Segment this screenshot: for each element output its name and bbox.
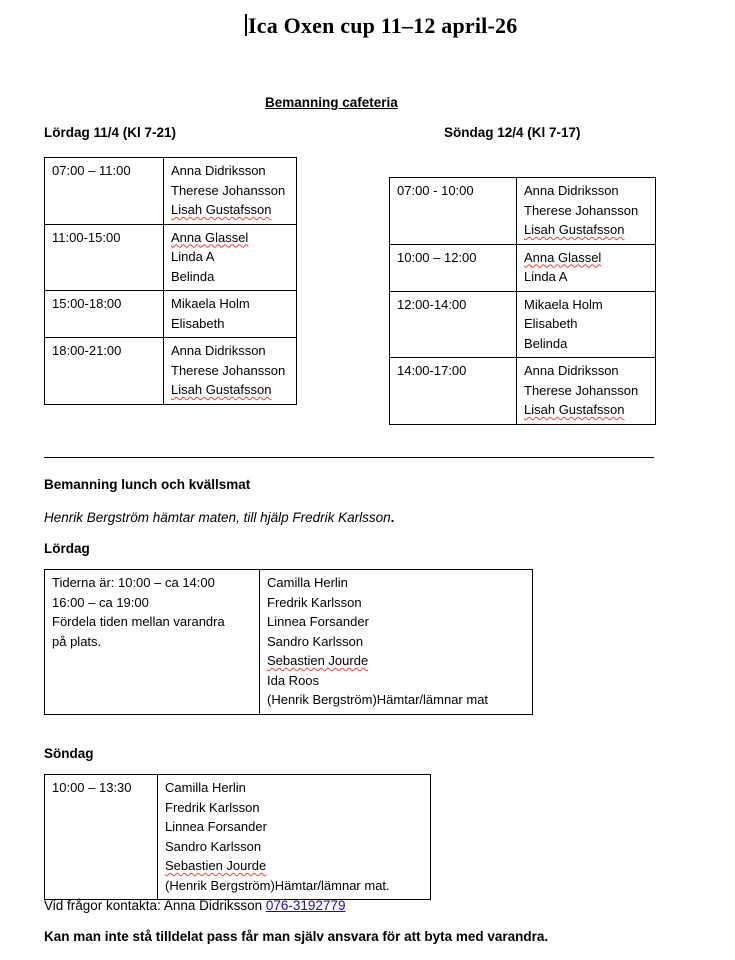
subheading-sunday-lunch: Söndag (44, 746, 94, 761)
closing-note: Kan man inte stå tilldelat pass får man själv ansvara för att byta med varandra. (44, 929, 549, 944)
table-lunch-sunday (44, 774, 431, 900)
table-row (390, 291, 656, 358)
name-line: Ida Roos (267, 672, 320, 688)
cell-names (164, 158, 297, 225)
cell-times (45, 570, 260, 715)
name-line: Linnea Forsander (165, 819, 267, 834)
table-body (45, 570, 533, 715)
cell-names (517, 291, 656, 358)
name-line: Elisabeth (171, 315, 225, 331)
name-line: Anna Didriksson (524, 363, 619, 378)
text-cursor (245, 14, 247, 36)
contact-label: Vid frågor kontakta: Anna Didriksson (44, 898, 266, 913)
cell-time: 18:00-21:00 (45, 338, 164, 405)
lunch-note (44, 510, 394, 525)
cell-time: 15:00-18:00 (45, 291, 164, 338)
name-line: Therese Johansson (171, 362, 286, 378)
name-line: Fredrik Karlsson (165, 799, 260, 815)
name-line: Therese Johansson (171, 182, 286, 198)
cell-time: 12:00-14:00 (390, 291, 517, 358)
time-line: 16:00 – ca 19:00 (52, 594, 149, 610)
table-row (45, 775, 431, 900)
name-line: Anna Didriksson (171, 163, 266, 178)
time-line: på plats. (52, 633, 102, 649)
name-line: Anna Glassel (171, 229, 249, 245)
name-line: Sebastien Jourde (267, 653, 369, 668)
cell-names (260, 570, 533, 715)
table-row (390, 178, 656, 245)
name-line: Anna Didriksson (524, 183, 619, 198)
cell-time: 10:00 – 12:00 (390, 244, 517, 291)
cell-names (517, 358, 656, 425)
cell-names (517, 178, 656, 245)
name-line: (Henrik Bergström)Hämtar/lämnar mat. (165, 877, 390, 893)
name-line: Sandro Karlsson (165, 838, 262, 854)
subheading-saturday-lunch: Lördag (44, 541, 90, 556)
name-line: Sandro Karlsson (267, 633, 364, 649)
lunch-note-period: . (390, 510, 395, 525)
cell-time: 07:00 – 11:00 (45, 158, 164, 225)
subheading-sunday-cafeteria: Söndag 12/4 (Kl 7-17) (444, 125, 581, 140)
cell-names (164, 338, 297, 405)
table-row (45, 291, 297, 338)
name-line: Elisabeth (524, 316, 578, 331)
table-row (390, 244, 656, 291)
table-row (45, 570, 533, 715)
name-line: Linda A (171, 249, 215, 264)
table-body (390, 178, 656, 425)
name-line: Mikaela Holm (524, 296, 603, 312)
subheading-saturday-cafeteria: Lördag 11/4 (Kl 7-21) (44, 125, 177, 140)
name-line: Lisah Gustafsson (171, 382, 272, 397)
lunch-note-text: Henrik Bergström hämtar maten, till hjälp Fredrik Karlsson (44, 510, 391, 525)
cell-names (164, 224, 297, 291)
contact-line (44, 898, 345, 913)
table-row (45, 224, 297, 291)
table-cafeteria-saturday (44, 157, 297, 405)
name-line: Camilla Herlin (267, 575, 348, 590)
table-body (45, 158, 297, 405)
time-line: Fördela tiden mellan varandra (52, 614, 225, 629)
cell-names (517, 244, 656, 291)
name-line: Sebastien Jourde (165, 858, 267, 873)
horizontal-divider (44, 457, 654, 458)
page-title-text: Ica Oxen cup 11–12 april-26 (248, 13, 518, 38)
cell-time: 11:00-15:00 (45, 224, 164, 291)
section-heading-cafeteria: Bemanning cafeteria (265, 95, 398, 110)
cell-names (158, 775, 431, 900)
section-heading-lunch: Bemanning lunch och kvällsmat (44, 477, 251, 492)
table-lunch-saturday (44, 569, 533, 715)
cell-names (164, 291, 297, 338)
table-cafeteria-sunday (389, 177, 656, 425)
name-line: Anna Didriksson (171, 343, 266, 358)
table-row (45, 338, 297, 405)
name-line: Mikaela Holm (171, 296, 250, 311)
name-line: Camilla Herlin (165, 780, 246, 795)
name-line: Belinda (171, 268, 215, 284)
cell-time: 10:00 – 13:30 (45, 775, 158, 900)
table-row (45, 158, 297, 225)
name-line: Fredrik Karlsson (267, 594, 362, 610)
cell-time: 07:00 - 10:00 (390, 178, 517, 245)
time-line: Tiderna är: 10:00 – ca 14:00 (52, 575, 215, 590)
table-row (390, 358, 656, 425)
name-line: Belinda (524, 335, 568, 351)
phone-link[interactable]: 076-3192779 (265, 898, 346, 913)
name-line: Anna Glassel (524, 249, 602, 265)
name-line: Therese Johansson (524, 202, 639, 218)
name-line: Linda A (524, 269, 568, 284)
name-line: Lisah Gustafsson (524, 222, 625, 237)
name-line: Lisah Gustafsson (171, 202, 272, 217)
table-body (45, 775, 431, 900)
name-line: Linnea Forsander (267, 614, 369, 629)
name-line: (Henrik Bergström)Hämtar/lämnar mat (267, 692, 489, 707)
cell-time: 14:00-17:00 (390, 358, 517, 425)
page-title (245, 13, 517, 39)
name-line: Therese Johansson (524, 382, 639, 398)
name-line: Lisah Gustafsson (524, 402, 625, 417)
